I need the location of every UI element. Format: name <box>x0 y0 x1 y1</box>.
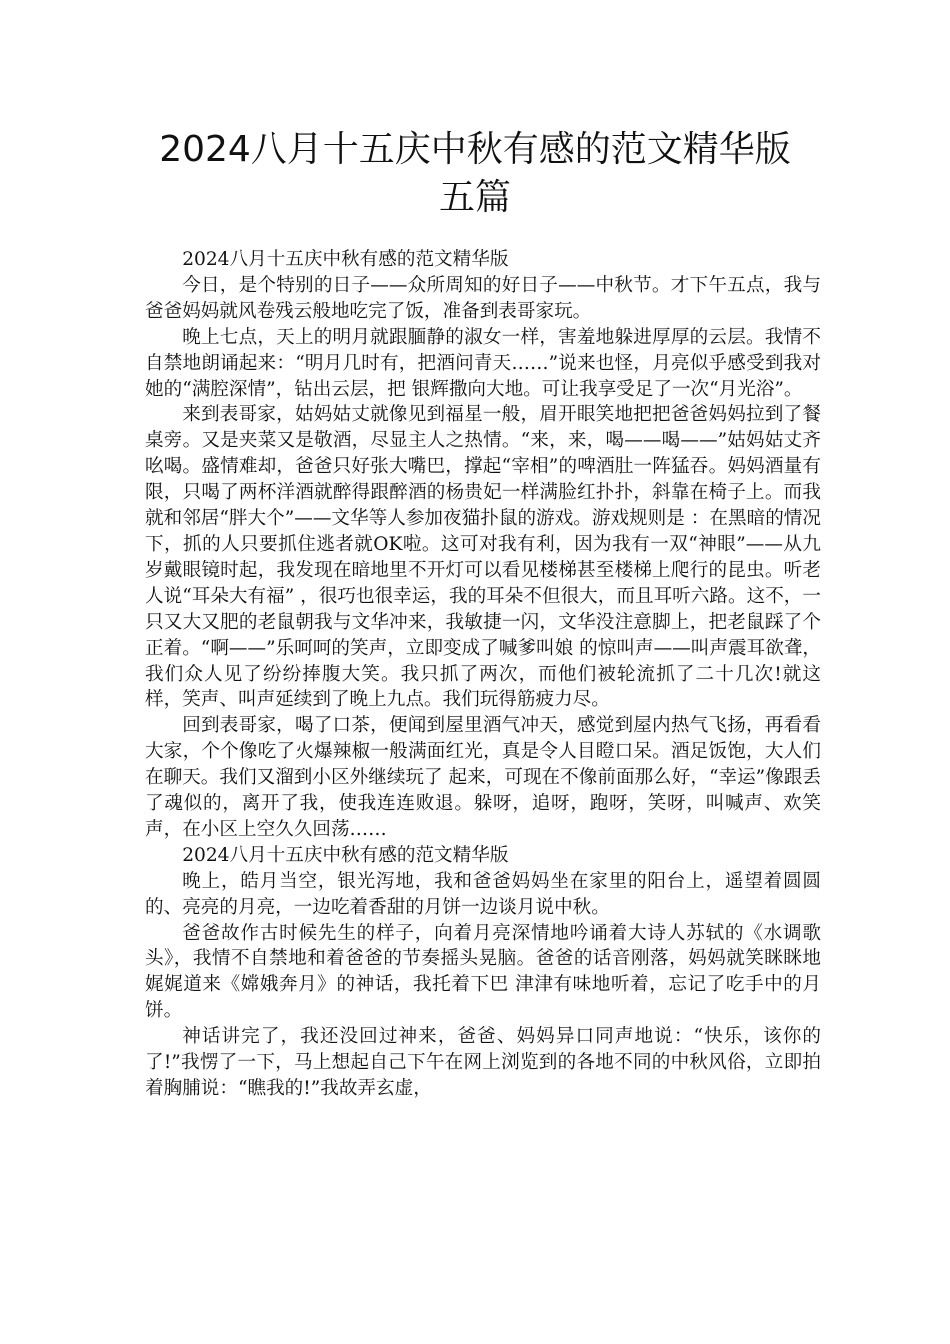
document-title <box>120 126 830 222</box>
paragraph: 来到表哥家，姑妈姑丈就像见到福星一般，眉开眼笑地把把爸爸妈妈拉到了餐桌旁。又是夹菜又是敬酒，尽显主人之热情。“来，来，喝——喝——”姑妈姑丈齐吆喝。盛情难却，爸爸只好张大嘴巴，撑起“宰相”的啤酒肚一阵猛吞。妈妈酒量有限，只喝了两杯洋酒就醉得跟醉酒的杨贵妃一样满脸红扑扑，斜靠在椅子上。而我就和邻居“胖大个”——文华等人参加夜猫扑鼠的游戏。游戏规则是 ：在黑暗的情况下，抓的人只要抓住逃者就OK啦。这可对我有利，因为我有一双“神眼”——从九岁戴眼镜时起，我发现在暗地里不开灯可以看见楼梯甚至楼梯上爬行的昆虫。听老人说“耳朵大有福” ，很巧也很幸运，我的耳朵不但很大，而且耳听六路。这不，一只又大又肥的老鼠朝我与文华冲来，我敏捷一闪，文华没注意脚上，把老鼠踩了个正着。“啊——”乐呵呵的笑声，立即变成了喊爹叫娘 的惊叫声——叫声震耳欲聋，我们众人见了纷纷捧腹大笑。我只抓了两次，而他们被轮流抓了二十几次!就这样，笑声、叫声延续到了晚上九点。我们玩得筋疲力尽。 <box>145 404 821 711</box>
essay-heading-2: 2024八月十五庆中秋有感的范文精华版 <box>182 844 509 866</box>
paragraph: 晚上，皓月当空，银光泻地，我和爸爸妈妈坐在家里的阳台上，遥望着圆圆的、亮亮的月亮，一边吃着香甜的月饼一边谈月说中秋。 <box>145 870 821 918</box>
paragraph: 回到表哥家，喝了口茶，便闻到屋里酒气冲天，感觉到屋内热气飞扬，再看看大家，个个像吃了火爆辣椒一般满面红光，真是令人目瞪口呆。酒足饭饱，大人们在聊天。我们又溜到小区外继续玩了 起来，可现在不像前面那么好，“幸运”像跟丢了魂似的，离开了我，使我连连败退。躲呀，追呀，跑呀，笑呀，叫喊声、欢笑声，在小区上空久久回荡…… <box>145 715 821 840</box>
paragraph: 神话讲完了，我还没回过神来，爸爸、妈妈异口同声地说：“快乐，该你的了!”我愣了一下，马上想起自己下午在网上浏览到的各地不同的中秋风俗，立即拍着胸脯说：“瞧我的!”我故弄玄虚， <box>145 1026 821 1099</box>
paragraph: 今日，是个特别的日子——众所周知的好日子——中秋节。才下午五点，我与爸爸妈妈就风卷残云般地吃完了饭，准备到表哥家玩。 <box>145 274 821 322</box>
title-line-1: 2024八月十五庆中秋有感的范文精华版 <box>159 129 791 170</box>
paragraph: 爸爸故作古时候先生的样子，向着月亮深情地吟诵着大诗人苏轼的《水调歌头》，我情不自禁地和着爸爸的节奏摇头晃脑。爸爸的话音刚落，妈妈就笑眯眯地娓娓道来《嫦娥奔月》的神话，我托着下巴 津津有味地听着，忘记了吃手中的月饼。 <box>145 922 821 1022</box>
essay-heading-1: 2024八月十五庆中秋有感的范文精华版 <box>182 249 509 270</box>
document-body <box>145 247 821 1102</box>
title-line-2: 五篇 <box>438 177 511 218</box>
paragraph: 晚上七点，天上的明月就跟腼静的淑女一样，害羞地躲进厚厚的云层。我情不自禁地朗诵起来：“明月几时有，把酒问青天……”说来也怪，月亮似乎感受到我对她的“满腔深情”，钻出云层，把 银辉撒向大地。可让我享受足了一次“月光浴”。 <box>145 326 821 400</box>
